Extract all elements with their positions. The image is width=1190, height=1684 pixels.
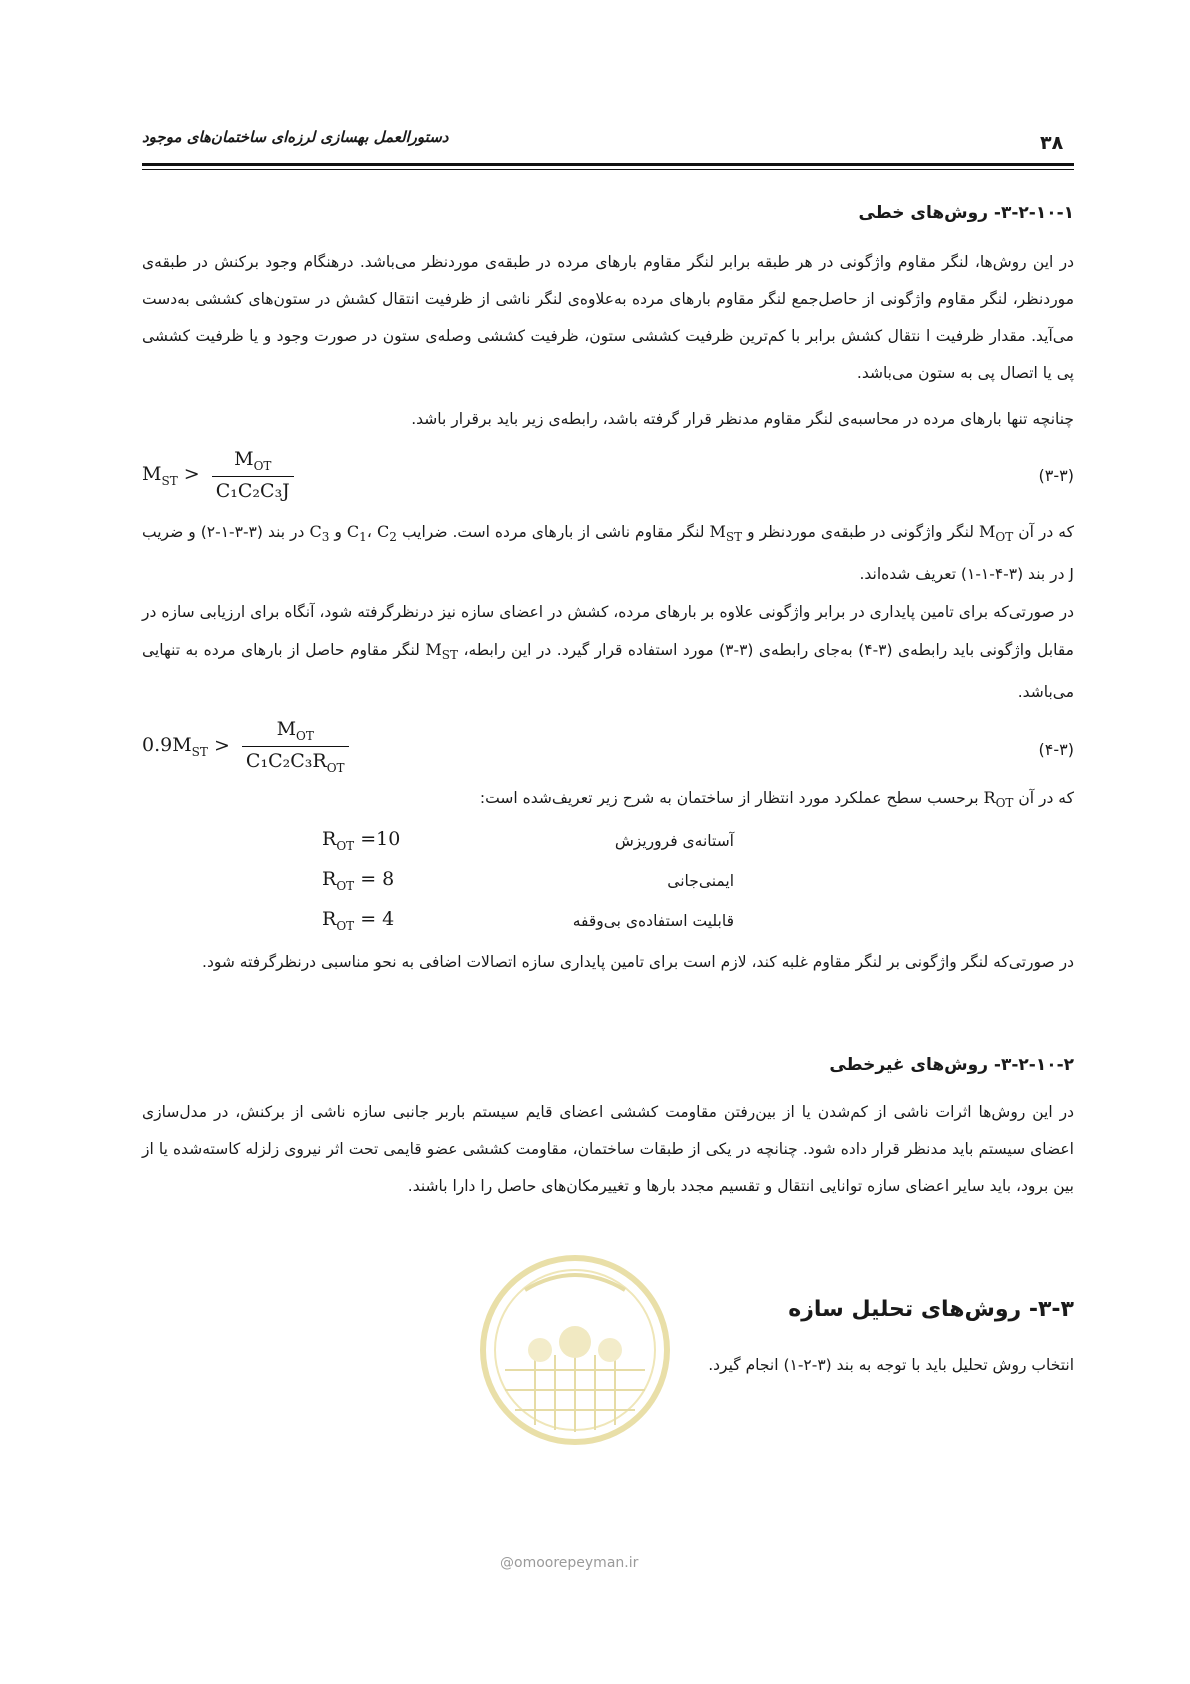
eq2-fraction xyxy=(242,718,349,775)
watermark-seal-logo xyxy=(455,1250,695,1450)
page-number: ۳۸ xyxy=(1040,132,1064,154)
symbol-c3: $C_3$ xyxy=(309,522,330,545)
paragraph-analysis-1: انتخاب روش تحلیل باید با توجه به بند (۳-۲-۱) انجام گیرد. xyxy=(708,1356,1074,1374)
def-label-collapse: آستانه‌ی فروریزش xyxy=(614,832,734,850)
symbol-m-st-2: $M_{ST}$ xyxy=(425,640,458,663)
def-value-life-safety: $R_{OT} = 8$ xyxy=(322,868,395,893)
symbol-c1-c2: $C_1،$ $C_2$ xyxy=(346,522,397,545)
paragraph-linear-6: در صورتی‌که لنگر واژگونی بر لنگر مقاوم غلبه کند، لازم است برای تامین پایداری سازه اتصالات اضافی به نحو مناسبی درنظرگرفته شود. xyxy=(202,953,1074,971)
def-value-collapse: $R_{OT} =10$ xyxy=(322,828,401,853)
eq1-operator: > xyxy=(183,462,200,485)
eq1-denominator: C₁C₂C₃J xyxy=(215,479,290,502)
equation-number-4-3: (۴-۳) xyxy=(1038,740,1074,759)
section-heading-analysis: ۳-۳- روش‌های تحلیل سازه xyxy=(788,1297,1074,1322)
eq1-lhs: $M_{ST}$ xyxy=(142,462,178,488)
eq2-operator: > xyxy=(213,734,230,757)
paragraph-nonlinear-1: در این روش‌ها اثرات ناشی از کم‌شدن یا از بین‌رفتن مقاومت کششی اعضای قایم سیستم باربر جانبی سازه ناشی از برکنش، در مدل‌سازی اعضای سیستم باید مدنظر قرار داده شود. چنانچه در یکی از طبقات ساختمان، مقاومت کششی عضو قایمی تحت اثر نیروی زلزله کاسته‌شده یا از بین برود، باید سایر اعضای سازه توانایی انتقال و تقسیم مجدد بارها و تغییرمکان‌های حاصل را دارا باشند. xyxy=(142,1103,1074,1195)
eq2-denominator: $C_1C_2C_3R_{OT}$ xyxy=(245,749,345,775)
paragraph-linear-4: در صورتی‌که برای تامین پایداری در برابر واژگونی علاوه بر بارهای مرده، کشش در اعضای سازه نیز درنظرگرفته شود، آنگاه برای ارزیابی سازه در مقابل واژگونی باید رابطه‌ی (۳-۴) به‌جای رابطه‌ی (۳-۳) مورد استفاده قرار گیرد. در این رابطه، $M_{ST}$ لنگر مقاوم حاصل از بارهای مرده به تنهایی می‌باشد. xyxy=(142,603,1074,702)
symbol-m-ot: $M_{OT}$ xyxy=(978,522,1014,545)
equation-3-3 xyxy=(142,448,294,502)
eq1-numerator: $M_{OT}$ xyxy=(212,448,294,477)
paragraph-linear-1: در این روش‌ها، لنگر مقاوم واژگونی در هر طبقه برابر لنگر مقاوم بارهای مرده در طبقه‌ی موردنظر می‌باشد. درهنگام وجود برکنش در طبقه‌ی موردنظر، لنگر مقاوم واژگونی از حاصل‌جمع لنگر مقاوم بارهای مرده به‌علاوه‌ی لنگر ناشی از ظرفیت انتقال کشش در ستون‌های کششی به‌دست می‌آید. مقدار ظرفیت ا نتقال کشش برابر با کم‌ترین ظرفیت کششی ستون، ظرفیت کششی وصله‌ی ستون در صورت وجود و یا ظرفیت کششی پی یا اتصال پی به ستون می‌باشد. xyxy=(142,253,1074,382)
def-value-occupancy: $R_{OT} = 4$ xyxy=(322,908,395,933)
equation-number-3-3: (۳-۳) xyxy=(1038,466,1074,485)
def-label-occupancy: قابلیت استفاده‌ی بی‌وقفه xyxy=(572,912,734,930)
paragraph-linear-2: چنانچه تنها بارهای مرده در محاسبه‌ی لنگر مقاوم مدنظر قرار گرفته باشد، رابطه‌ی زیر باید برقرار باشد. xyxy=(411,410,1074,428)
watermark-url: @omoorepeyman.ir xyxy=(500,1555,639,1571)
eq2-lhs: $0.9M_{ST}$ xyxy=(142,734,208,760)
header-rule xyxy=(142,163,1074,166)
symbol-m-st: $M_{ST}$ xyxy=(709,522,743,545)
paragraph-linear-3: که در آن $M_{OT}$ لنگر واژگونی در طبقه‌ی موردنظر و $M_{ST}$ لنگر مقاوم ناشی از بارهای مرده است. ضرایب $C_1،$ $C_2$ و $C_3$ در بند (۳-۳-۱-۲) و ضریب J در بند (۳-۴-۱-۱) تعریف شده‌اند. xyxy=(142,522,1074,584)
header-rule-thin xyxy=(142,169,1074,170)
eq2-numerator: $M_{OT}$ xyxy=(242,718,349,747)
running-header-title: دستورالعمل بهسازی لرزه‌ای ساختمان‌های موجود xyxy=(142,128,449,146)
paragraph-linear-5: که در آن $R_{OT}$ برحسب سطح عملکرد مورد انتظار از ساختمان به شرح زیر تعریف‌شده است: xyxy=(479,788,1074,811)
def-label-life-safety: ایمنی‌جانی xyxy=(667,872,734,890)
section-heading-nonlinear: ۳-۲-۱۰-۲- روش‌های غیرخطی xyxy=(829,1055,1074,1075)
equation-4-3 xyxy=(142,718,349,775)
symbol-r-ot: $R_{OT}$ xyxy=(983,788,1014,811)
eq1-fraction xyxy=(212,448,294,502)
section-heading-linear: ۳-۲-۱۰-۱- روش‌های خطی xyxy=(858,203,1074,223)
